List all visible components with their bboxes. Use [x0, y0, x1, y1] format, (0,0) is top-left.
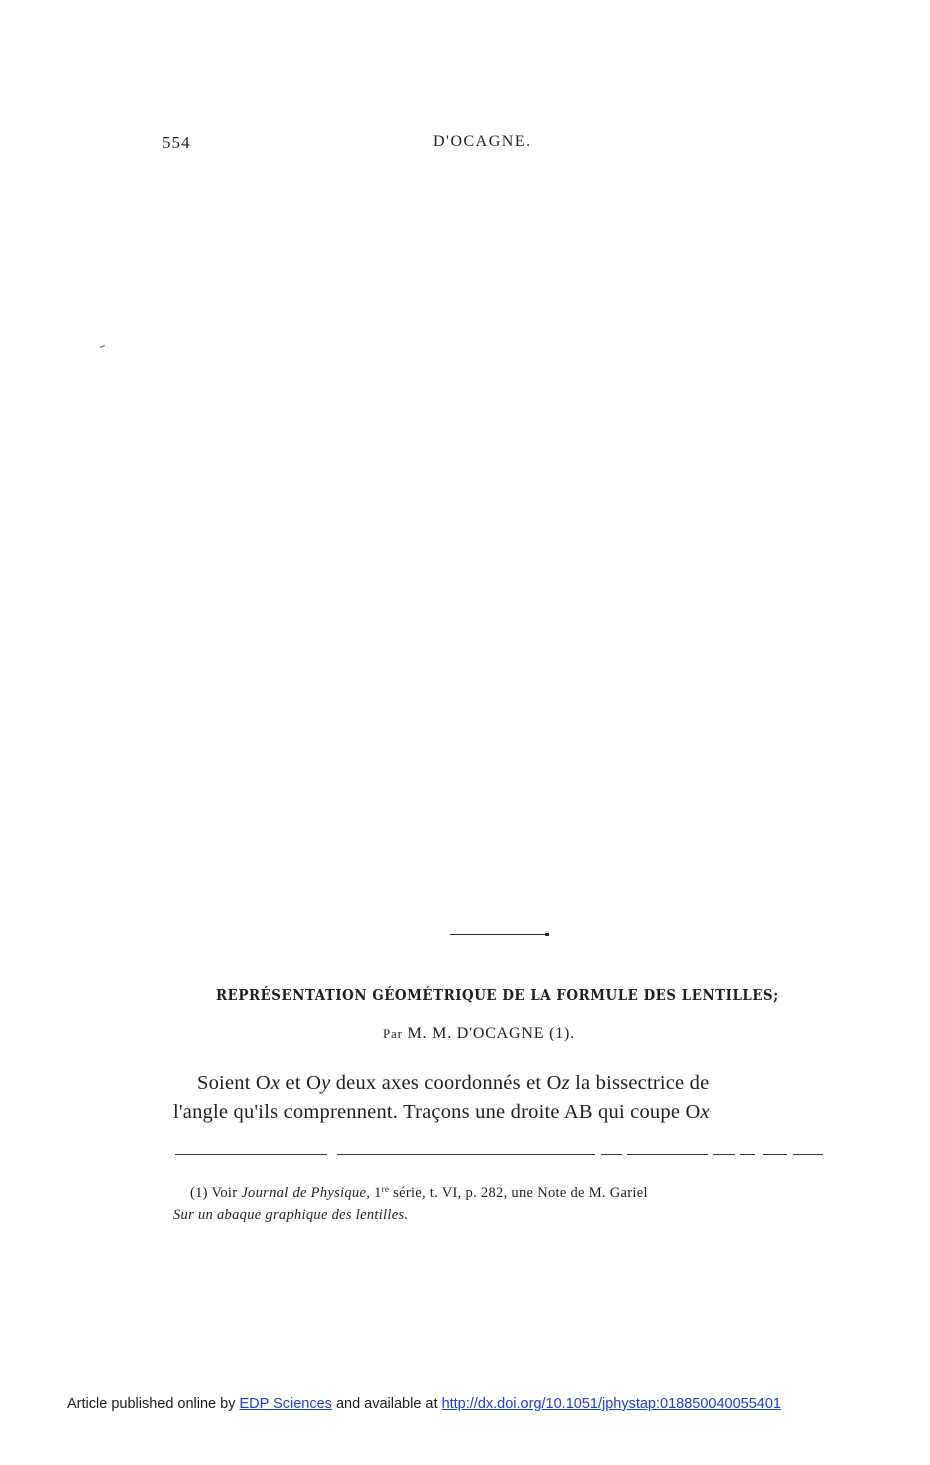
body-text: deux axes coordonnés et O	[330, 1072, 562, 1094]
footer-text: and available at	[331, 1396, 442, 1412]
math-z: z	[561, 1072, 570, 1094]
doi-link[interactable]: http://dx.doi.org/10.1051/jphystap:018850040055401	[441, 1396, 781, 1412]
section-separator-rule	[450, 934, 546, 935]
footnote-cited-title: Sur un abaque graphique des lentilles.	[173, 1207, 409, 1223]
body-line-1	[197, 1072, 709, 1095]
body-text: la bissectrice de	[569, 1072, 710, 1094]
math-x: x	[270, 1072, 281, 1094]
math-x: x	[700, 1101, 710, 1123]
publication-footer	[67, 1396, 781, 1412]
footnote-marker: (1)	[190, 1185, 208, 1201]
footnote-line-2	[173, 1207, 408, 1224]
byline	[383, 1025, 575, 1043]
math-y: y	[321, 1072, 331, 1094]
body-line-2	[173, 1101, 710, 1124]
footnote-rule	[175, 1154, 823, 1155]
running-head: D'OCAGNE.	[433, 133, 532, 150]
footnote-superscript: re	[381, 1184, 390, 1194]
footnote-reference: (1).	[549, 1025, 575, 1042]
byline-name: M. M. D'OCAGNE	[407, 1025, 545, 1042]
byline-prefix: Par	[383, 1026, 403, 1041]
body-text: Soient O	[197, 1072, 271, 1094]
page-number: 554	[162, 133, 191, 152]
footnote-line-1	[190, 1184, 648, 1202]
article-title: REPRÉSENTATION GÉOMÉTRIQUE DE LA FORMULE DES LENTILLES;	[216, 987, 779, 1004]
footnote-text: série, t. VI, p. 282, une Note de M. Gariel	[389, 1185, 648, 1201]
footnote-text: 1	[370, 1185, 382, 1201]
publisher-link[interactable]: EDP Sciences	[239, 1396, 332, 1412]
footer-text: Article published online by	[67, 1396, 240, 1412]
body-text: et O	[280, 1072, 322, 1094]
footnote-text: Voir	[207, 1185, 242, 1201]
journal-name: Journal de Physique,	[241, 1185, 371, 1201]
body-text: l'angle qu'ils comprennent. Traçons une droite AB qui coupe O	[173, 1101, 701, 1123]
stray-mark	[100, 345, 105, 348]
